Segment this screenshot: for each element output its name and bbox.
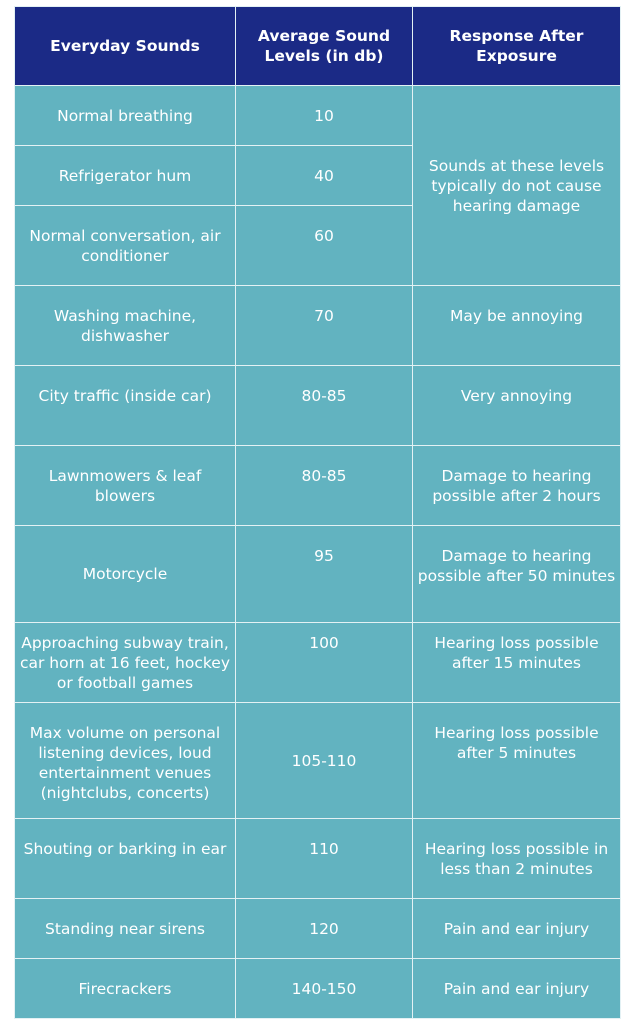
- sound-cell: Lawnmowers & leaf blowers: [15, 446, 236, 526]
- sound-cell: Approaching subway train, car horn at 16 feet, hockey or football games: [15, 623, 236, 703]
- level-cell: 120: [236, 899, 413, 959]
- level-cell: 80-85: [236, 366, 413, 446]
- level-cell: 70: [236, 286, 413, 366]
- table-row: [15, 623, 621, 703]
- level-cell: 140-150: [236, 959, 413, 1019]
- header-average-sound-levels: Average Sound Levels (in db): [236, 7, 413, 86]
- response-cell: Hearing loss possible in less than 2 minutes: [413, 819, 621, 899]
- response-cell: Damage to hearing possible after 50 minutes: [413, 526, 621, 623]
- table-row: [15, 526, 621, 623]
- response-cell: Pain and ear injury: [413, 899, 621, 959]
- sound-cell: Firecrackers: [15, 959, 236, 1019]
- level-cell: 80-85: [236, 446, 413, 526]
- level-cell: 40: [236, 146, 413, 206]
- level-cell: 95: [236, 526, 413, 623]
- sound-cell: Shouting or barking in ear: [15, 819, 236, 899]
- response-cell: Sounds at these levels typically do not cause hearing damage: [413, 86, 621, 286]
- level-cell: 105-110: [236, 703, 413, 819]
- sound-cell: Motorcycle: [15, 526, 236, 623]
- level-cell: 10: [236, 86, 413, 146]
- table-header-row: [15, 7, 621, 86]
- table-row: [15, 959, 621, 1019]
- header-response-after-exposure: Response After Exposure: [413, 7, 621, 86]
- sound-cell: Max volume on personal listening devices, loud entertainment venues (nightclubs, concerts): [15, 703, 236, 819]
- table-row: [15, 703, 621, 819]
- level-cell: 60: [236, 206, 413, 286]
- table-row: [15, 286, 621, 366]
- response-cell: Pain and ear injury: [413, 959, 621, 1019]
- response-cell: Very annoying: [413, 366, 621, 446]
- table-row: [15, 446, 621, 526]
- level-cell: 100: [236, 623, 413, 703]
- table-row: [15, 366, 621, 446]
- response-cell: Hearing loss possible after 15 minutes: [413, 623, 621, 703]
- sound-cell: Washing machine, dishwasher: [15, 286, 236, 366]
- header-everyday-sounds: Everyday Sounds: [15, 7, 236, 86]
- sound-cell: Standing near sirens: [15, 899, 236, 959]
- sound-cell: Normal conversation, air conditioner: [15, 206, 236, 286]
- sound-cell: City traffic (inside car): [15, 366, 236, 446]
- table-row: [15, 819, 621, 899]
- level-cell: 110: [236, 819, 413, 899]
- response-cell: Hearing loss possible after 5 minutes: [413, 703, 621, 819]
- sound-levels-table: [14, 6, 621, 1019]
- sound-cell: Normal breathing: [15, 86, 236, 146]
- table-row: [15, 86, 621, 146]
- table-row: [15, 899, 621, 959]
- sound-cell: Refrigerator hum: [15, 146, 236, 206]
- response-cell: Damage to hearing possible after 2 hours: [413, 446, 621, 526]
- response-cell: May be annoying: [413, 286, 621, 366]
